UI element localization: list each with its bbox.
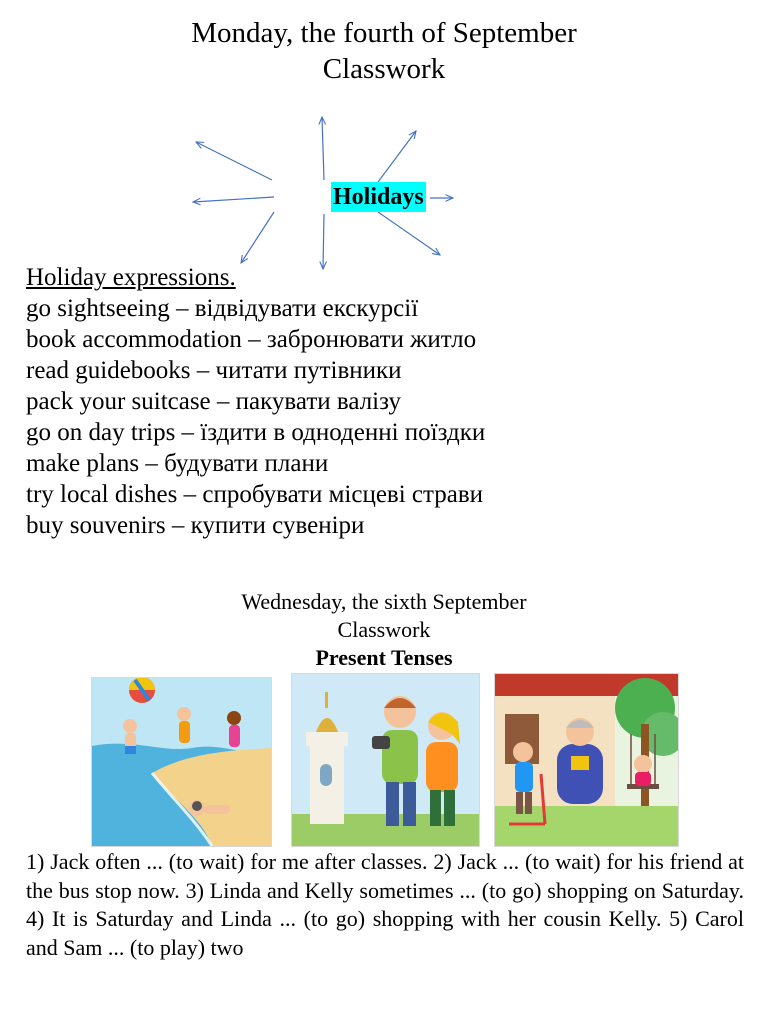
arrow-lower-right (378, 212, 440, 255)
list-item: go sightseeing – відвідувати екскурсії (26, 295, 419, 322)
holidays-center-word: Holidays (333, 184, 424, 210)
present-tenses-heading: Present Tenses (315, 645, 453, 670)
list-item: make plans – будувати плани (26, 450, 329, 477)
holidays-spider-diagram (0, 0, 768, 280)
arrow-upper-left (196, 142, 272, 180)
arrow-left (193, 197, 274, 202)
garden-picture (494, 673, 679, 847)
date-heading-wednesday: Wednesday, the sixth September (241, 589, 527, 614)
date-heading-monday: Monday, the fourth of September (191, 17, 577, 49)
list-item: buy souvenirs – купити сувеніри (26, 512, 365, 539)
classwork-heading-1: Classwork (322, 53, 446, 85)
holiday-expressions-heading: Holiday expressions. (26, 264, 236, 291)
arrow-up (322, 117, 324, 180)
holiday-expressions-list (26, 293, 485, 541)
list-item: go on day trips – їздити в одноденні поїздки (26, 419, 486, 446)
list-item: book accommodation – забронювати житло (26, 326, 477, 353)
exercise-paragraph: 1) Jack often ... (to wait) for me after classes. 2) Jack ... (to wait) for his friend at the bus stop now. 3) Linda and Kelly sometimes ... (to go) shopping on Saturday. 4) It is Saturday and Linda ... (to go) shopping with her cousin Kelly. 5) Carol and Sam ... (to play) two (26, 849, 744, 960)
list-item: read guidebooks – читати путівники (26, 357, 402, 384)
tourists-picture (291, 673, 480, 847)
arrow-upper-right (378, 131, 416, 182)
beach-picture (91, 677, 272, 847)
list-item: pack your suitcase – пакувати валізу (26, 388, 401, 415)
arrow-down (323, 214, 324, 269)
classwork-heading-2: Classwork (337, 617, 431, 642)
arrow-lower-left (241, 212, 274, 263)
list-item: try local dishes – спробувати місцеві страви (26, 481, 484, 508)
